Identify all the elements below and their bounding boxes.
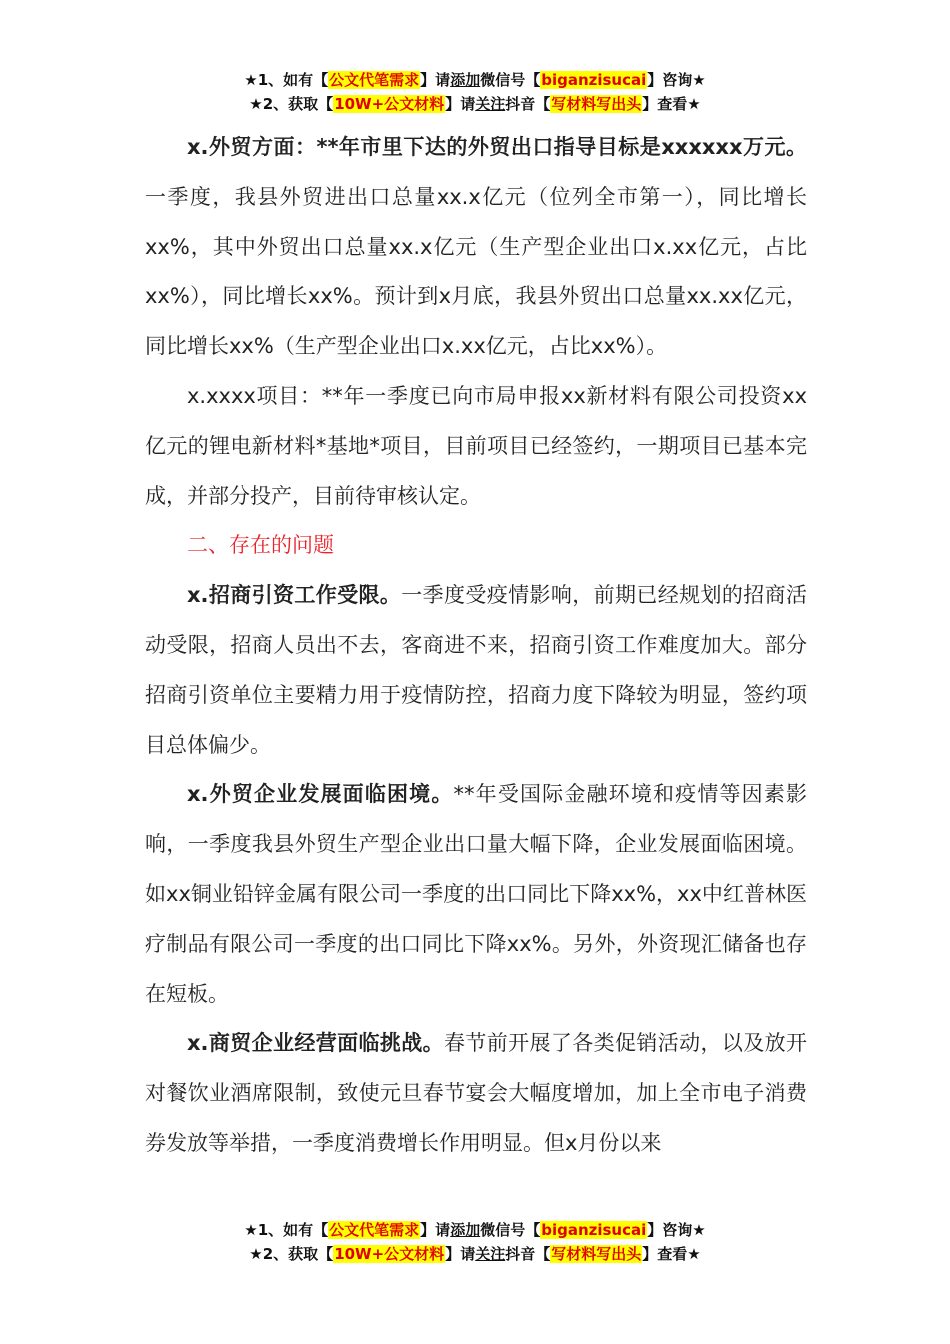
banner-line-1: ★1、如有【公文代笔需求】请添加微信号【biganzisucai】咨询★ [244, 1221, 706, 1239]
banner-douyin-id: 写材料写出头 [551, 1245, 642, 1263]
paragraph-trade-enterprises: x.外贸企业发展面临困境。**年受国际金融环境和疫情等因素影响，一季度我县外贸生产型企业出口量大幅下降，企业发展面临困境。如xx铜业铅锌金属有限公司一季度的出口同比下降xx%，xx中红普林医疗制品有限公司一季度的出口同比下降xx%。另外，外资现汇储备也存在短板。 [145, 782, 807, 1006]
banner-highlight: 公文代笔需求 [329, 71, 420, 89]
paragraph-project: x.xxxx项目：**年一季度已向市局申报xx新材料有限公司投资xx亿元的锂电新材料*基地*项目，目前项目已经签约，一期项目已基本完成，并部分投产，目前待审核认定。 [145, 383, 807, 508]
banner-highlight: 10W+公文材料 [334, 1245, 445, 1263]
banner-douyin-id: 写材料写出头 [551, 95, 642, 113]
header-banner [0, 68, 950, 116]
banner-wechat-id: biganzisucai [541, 71, 647, 89]
banner-line-1: ★1、如有【公文代笔需求】请添加微信号【biganzisucai】咨询★ [244, 71, 706, 89]
paragraph-foreign-trade: x.外贸方面：**年市里下达的外贸出口指导目标是xxxxxx万元。一季度，我县外贸进出口总量xx.x亿元（位列全市第一），同比增长xx%，其中外贸出口总量xx.x亿元（生产型企业出口x.xx亿元，占比xx%），同比增长xx%。预计到x月底，我县外贸出口总量xx.xx亿元，同比增长xx%（生产型企业出口x.xx亿元，占比xx%）。 [145, 135, 807, 359]
paragraph-commerce: x.商贸企业经营面临挑战。春节前开展了各类促销活动，以及放开对餐饮业酒席限制，致使元旦春节宴会大幅度增加，加上全市电子消费券发放等举措，一季度消费增长作用明显。但x月份以来 [145, 1031, 807, 1155]
document-body [145, 123, 807, 1169]
banner-highlight: 公文代笔需求 [329, 1221, 420, 1239]
banner-wechat-id: biganzisucai [541, 1221, 647, 1239]
banner-line-2: ★2、获取【10W+公文材料】请关注抖音【写材料写出头】查看★ [249, 1245, 701, 1263]
footer-banner [0, 1218, 950, 1266]
banner-line-2: ★2、获取【10W+公文材料】请关注抖音【写材料写出头】查看★ [249, 95, 701, 113]
banner-highlight: 10W+公文材料 [334, 95, 445, 113]
paragraph-investment: x.招商引资工作受限。一季度受疫情影响，前期已经规划的招商活动受限，招商人员出不去，客商进不来，招商引资工作难度加大。部分招商引资单位主要精力用于疫情防控，招商力度下降较为明显，签约项目总体偏少。 [145, 583, 807, 757]
section-heading-problems: 二、存在的问题 [187, 533, 334, 558]
